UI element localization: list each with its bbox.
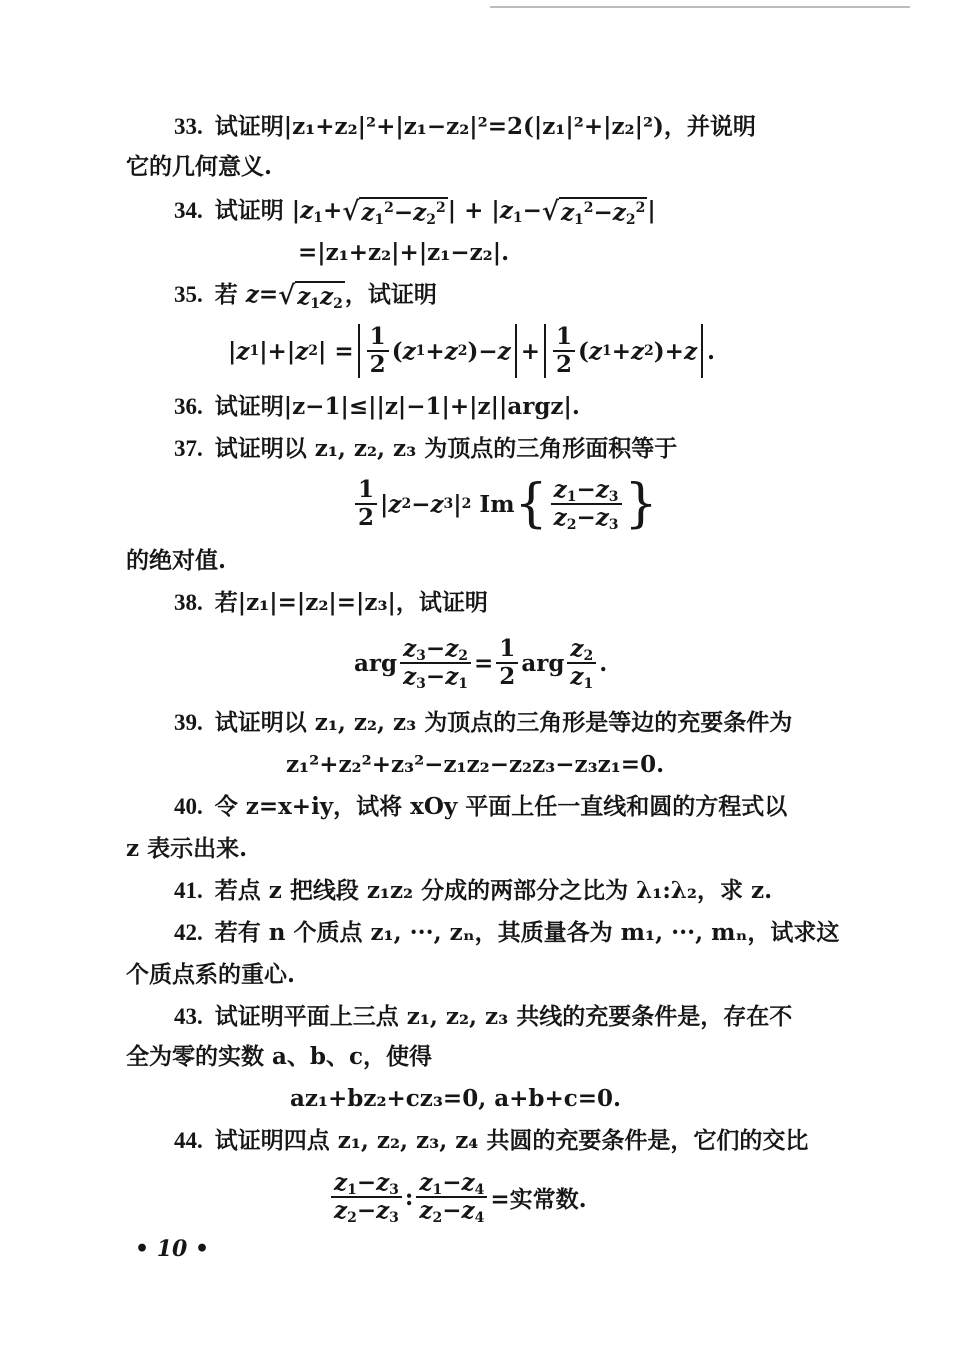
problem-33-line1: 33. 试证明|z₁+z₂|²+|z₁−z₂|²=2(|z₁|²+|z₂|²)，并说明 [174,113,756,140]
problem-34-line1: 34. 试证明 $|z_1+$ √ $z_1^2-z_2^2$ | + $|z_1-$ √ $z_1^2-z_2^2$ | [174,197,656,228]
sqrt-expression: √ $z_1^2-z_2^2$ [342,197,446,228]
page-number: • 10 • [135,1236,210,1262]
problem-40-line2: z 表示出来. [126,835,248,862]
problem-35-equation: | z 1 |+| z 2 | = $\frac{1}{2}$ ( z 1 + z 2 )− z + $\frac{1}{2}$ ( z 1 + z 2 )+ z . [228,323,716,378]
problem-37-equation: $\frac{1}{2}$ | z 2 − z 3 | 2 Im { $\frac{z_1-z_3}{z_2-z_3}$ } [352,474,658,534]
problem-33-line2: 它的几何意义. [126,153,273,180]
problem-40-line1: 40. 令 z=x+iy，试将 xOy 平面上任一直线和圆的方程式以 [174,793,788,820]
problem-42-line2: 个质点系的重心. [126,961,296,988]
problem-34-line2: =|z₁+z₂|+|z₁−z₂|. [298,239,510,266]
problem-41: 41. 若点 z 把线段 z₁z₂ 分成的两部分之比为 λ₁:λ₂，求 z. [174,877,773,904]
problem-39-line1: 39. 试证明以 z₁, z₂, z₃ 为顶点的三角形是等边的充要条件为 [174,709,793,736]
top-rule [490,6,910,8]
problem-42-line1: 42. 若有 n 个质点 z₁, ···, zₙ，其质量各为 m₁, ···, mₙ，试求这 [174,919,840,946]
problem-43-line2: 全为零的实数 a、b、c，使得 [126,1043,432,1070]
problem-38-equation: arg $\frac{z_3-z_2}{z_3-z_1}$ = $\frac{1}{2}$ arg $\frac{z_2}{z_1}$ . [354,635,608,692]
problem-36: 36. 试证明|z−1|≤||z|−1|+|z||argz|. [174,393,580,420]
problem-43-line1: 43. 试证明平面上三点 z₁, z₂, z₃ 共线的充要条件是，存在不 [174,1003,793,1030]
problem-35-line1: 35. 若 z= √ $z_1z_2$ ，试证明 [174,281,437,312]
problem-38-line1: 38. 若|z₁|=|z₂|=|z₃|，试证明 [174,589,488,616]
problem-37-line2: 的绝对值. [126,547,227,574]
problem-43-equation: az₁+bz₂+cz₃=0, a+b+c=0. [290,1085,622,1112]
problem-39-equation: z₁²+z₂²+z₃²−z₁z₂−z₂z₃−z₃z₁=0. [286,751,665,778]
problem-44-line1: 44. 试证明四点 z₁, z₂, z₃, z₄ 共圆的充要条件是，它们的交比 [174,1127,809,1154]
problem-37-line1: 37. 试证明以 z₁, z₂, z₃ 为顶点的三角形面积等于 [174,435,678,462]
problem-44-equation: $\frac{z_1-z_3}{z_2-z_3}$ : $\frac{z_1-z_4}{z_2-z_4}$ =实常数. [328,1166,587,1228]
